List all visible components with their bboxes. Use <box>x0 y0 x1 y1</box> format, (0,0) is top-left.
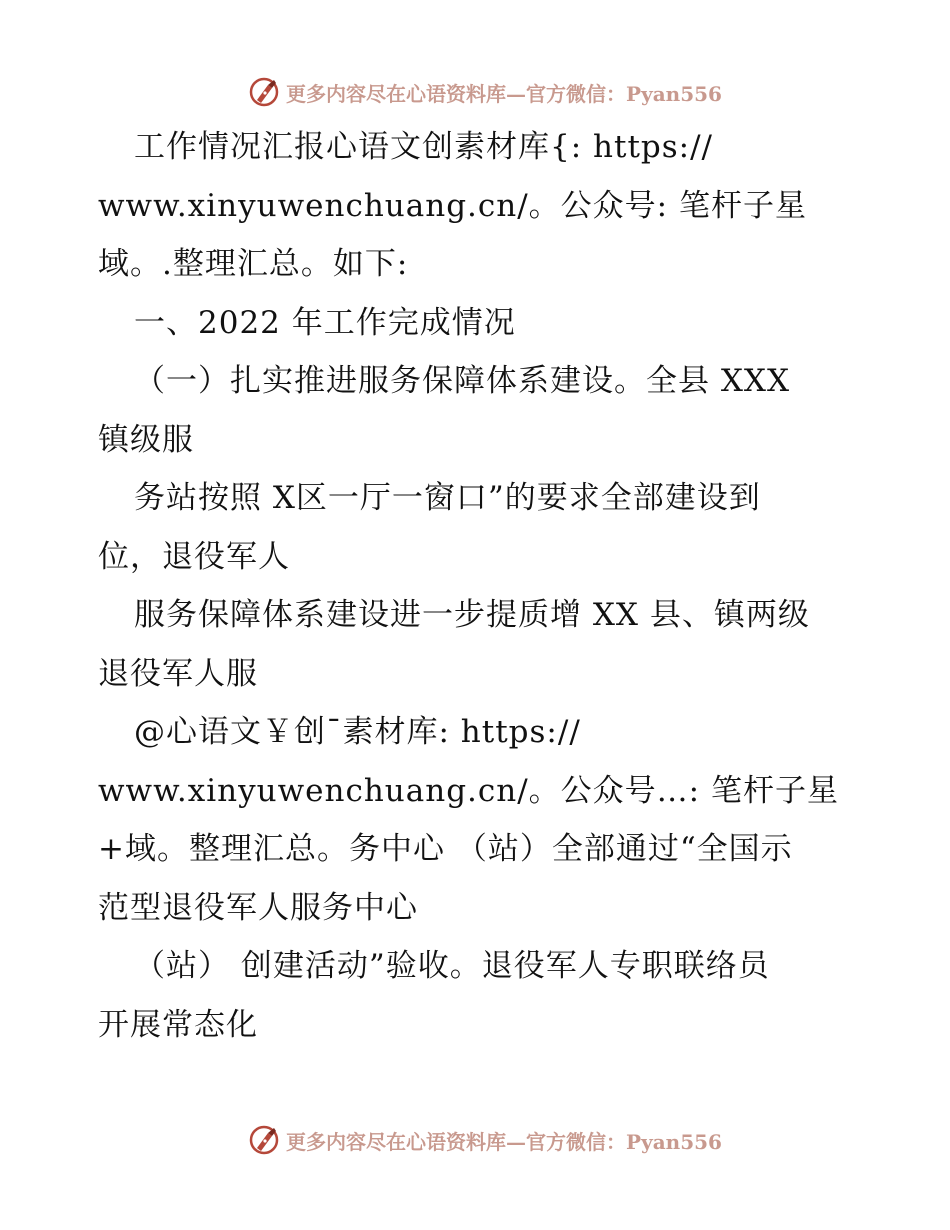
paragraph-line: www.xinyuwenchuang.cn/。公众号…: 笔杆子星 <box>98 772 839 809</box>
paragraph-line: 范型退役军人服务中心 <box>98 889 418 926</box>
paragraph-line: 工作情况汇报心语文创素材库{: https:// <box>134 129 713 165</box>
paragraph-line: （一）扎实推进服务保障体系建设。全县 XXX <box>134 363 791 399</box>
paragraph-line: 服务保障体系建设进一步提质增 XX 县、镇两级 <box>134 597 810 633</box>
paragraph-line: 域。.整理汇总。如下: <box>98 246 409 282</box>
paragraph-line: 开展常态化 <box>98 1006 258 1043</box>
footer-watermark <box>0 1120 950 1160</box>
paragraph-line: @心语文￥创¯素材库: https:// <box>134 714 581 750</box>
paragraph-line: （站） 创建活动”验收。退役军人专职联络员 <box>134 948 770 984</box>
document-body <box>98 118 878 1054</box>
watermark-text: 更多内容尽在心语资料库—官方微信：Pyan556 <box>286 1129 722 1154</box>
pen-nib-logo-icon <box>248 1124 280 1156</box>
paragraph-line: 退役军人服 <box>98 655 258 692</box>
paragraph-line: 镇级服 <box>98 421 194 458</box>
section-heading: 一、2022 年工作完成情况 <box>134 304 516 341</box>
paragraph-line: +域。整理汇总。务中心 （站）全部通过“全国示 <box>98 831 793 867</box>
watermark-text: 更多内容尽在心语资料库—官方微信：Pyan556 <box>286 81 722 106</box>
header-watermark <box>0 72 950 112</box>
paragraph-line: 务站按照 X区一厅一窗口”的要求全部建设到 <box>134 480 761 516</box>
pen-nib-logo-icon <box>248 76 280 108</box>
paragraph-line: www.xinyuwenchuang.cn/。公众号: 笔杆子星 <box>98 187 807 224</box>
paragraph-line: 位，退役军人 <box>98 538 290 575</box>
